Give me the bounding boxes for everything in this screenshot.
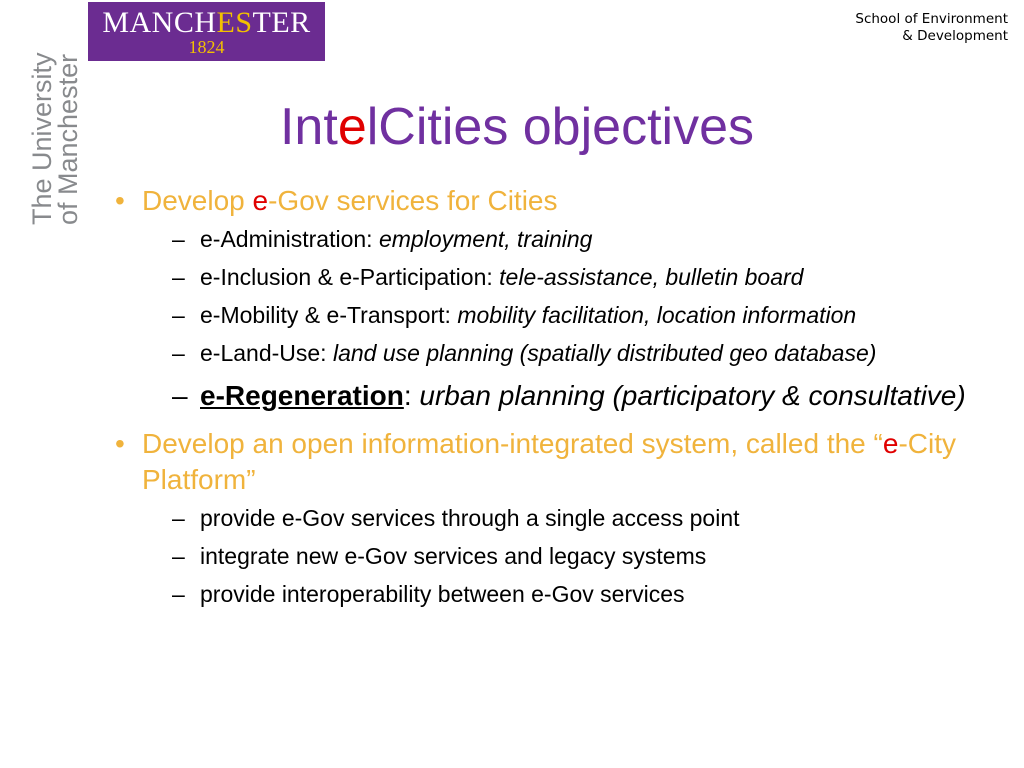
sub-item: – e-Land-Use: land use planning (spatially distributed geo database): [172, 340, 877, 366]
university-vertical-wordmark: The University of Manchester: [27, 52, 83, 225]
bullet-develop-egov: • Develop e-Gov services for Cities: [115, 185, 558, 216]
sub-item: – e-Mobility & e-Transport: mobility facilitation, location information: [172, 302, 857, 328]
logo-year: 1824: [188, 37, 225, 57]
bullet-develop-platform: • Develop an open information-integrated system, called the “e-City Platform”: [115, 428, 956, 495]
logo-wordmark: MANCHESTER: [102, 6, 311, 39]
sub-item: – integrate new e-Gov services and legacy systems: [172, 543, 707, 569]
slide-body: [115, 183, 975, 610]
university-logo: [88, 2, 325, 61]
sub-item-regeneration: – e-Regeneration: urban planning (participatory & consultative): [172, 380, 966, 411]
sub-item: – provide e-Gov services through a single access point: [172, 505, 740, 531]
school-label: School of Environment & Development: [855, 11, 1008, 44]
sub-item: – e-Inclusion & e-Participation: tele-assistance, bulletin board: [172, 264, 804, 290]
sub-item: – provide interoperability between e-Gov services: [172, 581, 685, 607]
slide-title: IntelCities objectives: [279, 98, 754, 156]
sub-item: – e-Administration: employment, training: [172, 226, 593, 252]
